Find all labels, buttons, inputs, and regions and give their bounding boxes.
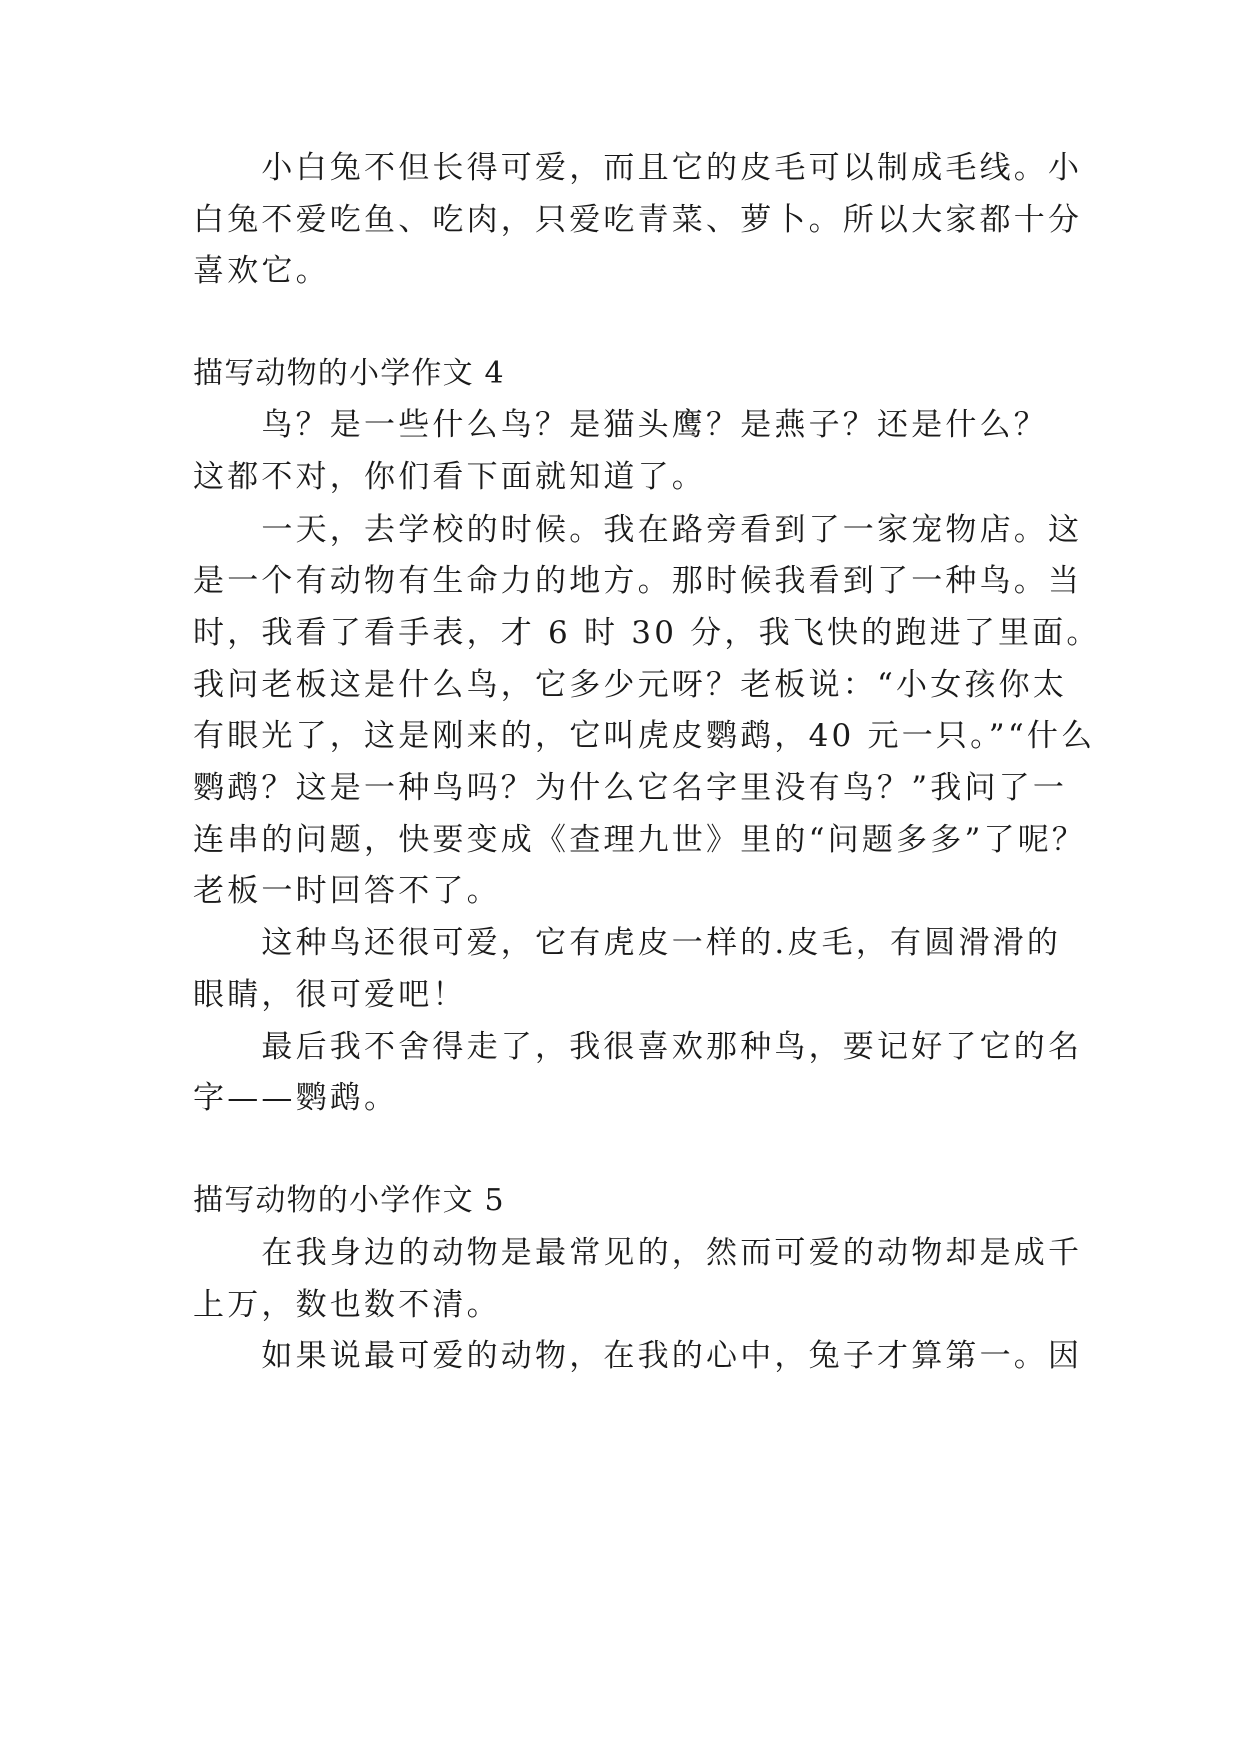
text-line: 如果说最可爱的动物，在我的心中，兔子才算第一。因 — [193, 1338, 1083, 1374]
text-line: 鹦鹉？这是一种鸟吗？为什么它名字里没有鸟？”我问了一 — [193, 770, 1068, 806]
text-line: 这都不对，你们看下面就知道了。 — [193, 459, 706, 495]
text-line: 有眼光了，这是刚来的，它叫虎皮鹦鹉，40 元一只。”“什么 — [193, 718, 1096, 754]
text-line: 最后我不舍得走了，我很喜欢那种鸟，要记好了它的名 — [193, 1029, 1083, 1065]
text-line: 一天，去学校的时候。我在路旁看到了一家宠物店。这 — [193, 512, 1083, 548]
text-line: 我问老板这是什么鸟，它多少元呀？老板说：“小女孩你太 — [193, 667, 1068, 703]
text-line: 字——鹦鹉。 — [193, 1080, 399, 1116]
text-line: 白兔不爱吃鱼、吃肉，只爱吃青菜、萝卜。所以大家都十分 — [193, 202, 1083, 238]
section-heading-5: 描写动物的小学作文 5 — [193, 1183, 505, 1218]
text-line: 是一个有动物有生命力的地方。那时候我看到了一种鸟。当 — [193, 563, 1083, 599]
section-heading-4: 描写动物的小学作文 4 — [193, 356, 505, 391]
text-line: 连串的问题，快要变成《查理九世》里的“问题多多”了呢？ — [193, 822, 1087, 858]
text-line: 时，我看了看手表，才 6 时 30 分，我飞快的跑进了里面。 — [193, 615, 1101, 651]
text-line: 在我身边的动物是最常见的，然而可爱的动物却是成千 — [193, 1235, 1083, 1271]
text-line: 鸟？是一些什么鸟？是猫头鹰？是燕子？还是什么？ — [193, 407, 1048, 443]
text-line: 老板一时回答不了。 — [193, 873, 501, 909]
text-line: 上万，数也数不清。 — [193, 1287, 501, 1323]
text-line: 眼睛，很可爱吧！ — [193, 977, 467, 1013]
text-line: 小白兔不但长得可爱，而且它的皮毛可以制成毛线。小 — [193, 150, 1083, 186]
text-line: 这种鸟还很可爱，它有虎皮一样的.皮毛，有圆滑滑的 — [193, 925, 1062, 961]
text-line: 喜欢它。 — [193, 253, 330, 289]
